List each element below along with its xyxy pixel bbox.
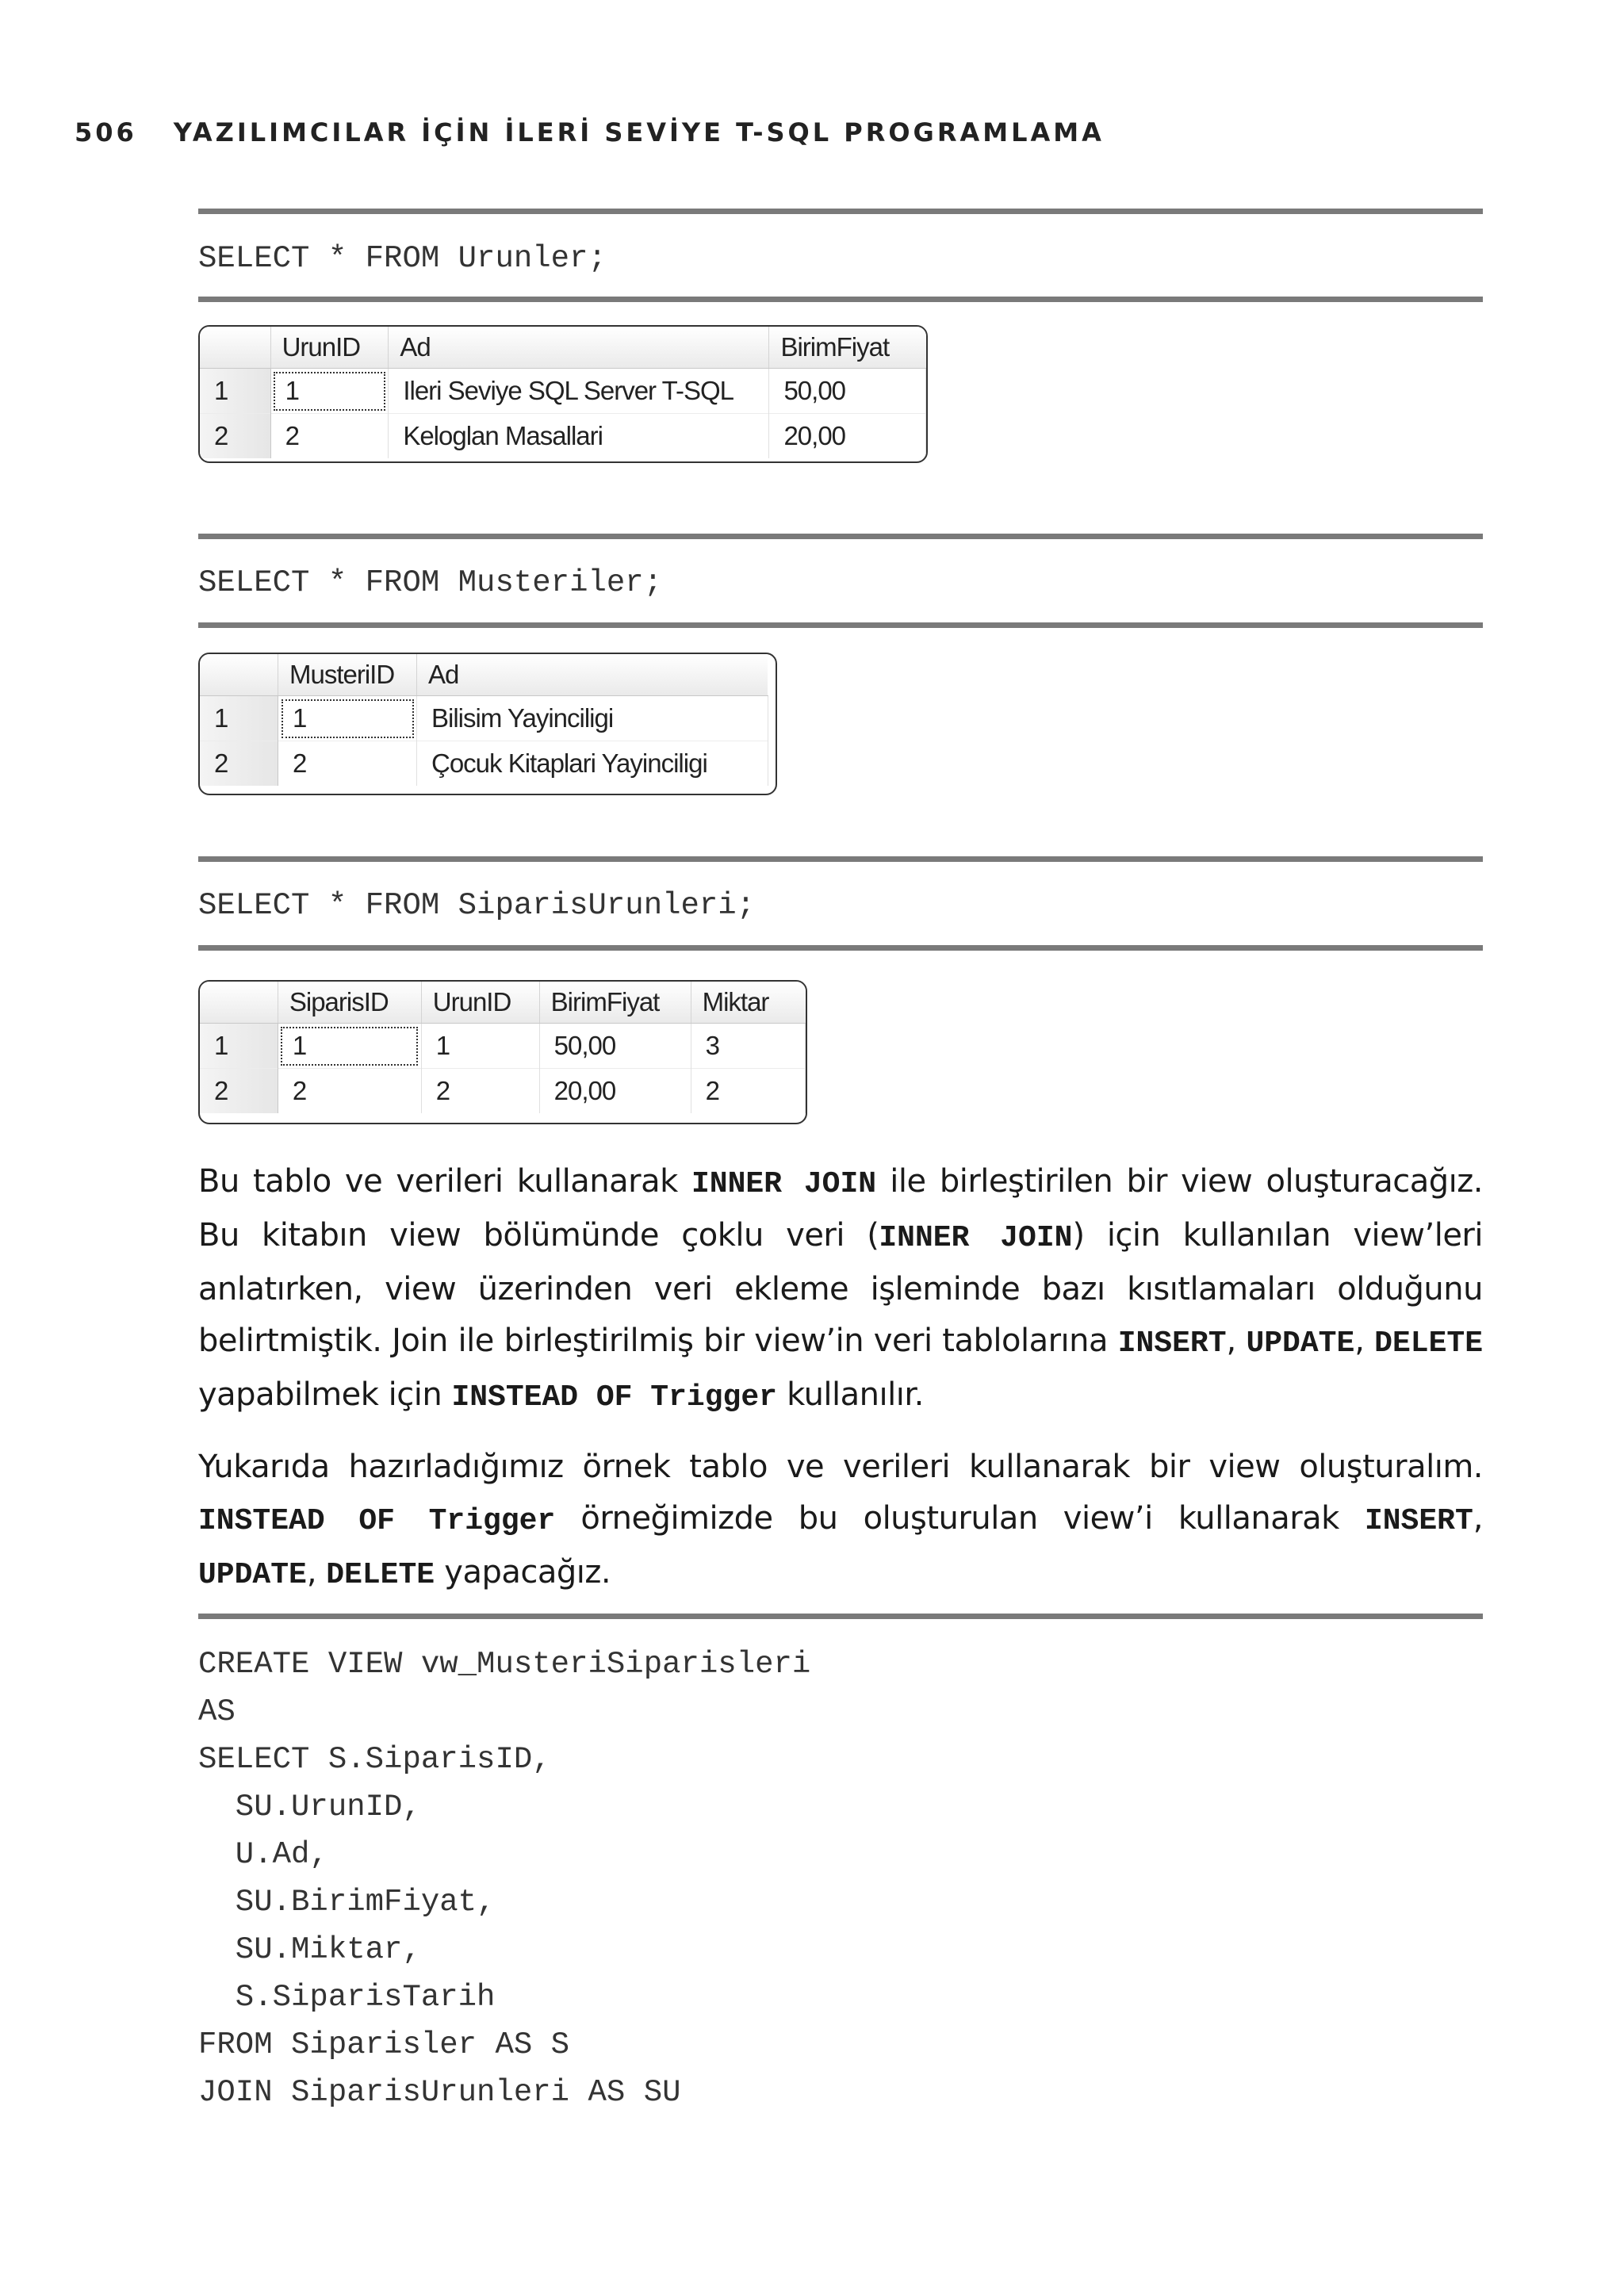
column-header-miktar[interactable]: Miktar [691, 982, 805, 1024]
table-row[interactable] [200, 414, 926, 459]
grid-cell[interactable]: Bilisim Yayinciligi [417, 696, 768, 741]
code-line: FROM Siparisler AS S [198, 2027, 570, 2062]
row-number[interactable]: 1 [200, 369, 270, 414]
code-line: CREATE VIEW vw_MusteriSiparisleri [198, 1647, 811, 1682]
page-number: 506 [75, 117, 137, 147]
rule-bottom-2 [198, 622, 1483, 628]
rule-top-3 [198, 856, 1483, 862]
column-header-urunid[interactable]: UrunID [421, 982, 539, 1024]
code-line: S.SiparisTarih [198, 1980, 496, 2015]
table-row[interactable] [200, 1024, 806, 1069]
column-header-urunid[interactable]: UrunID [270, 327, 389, 369]
results-grid-siparisurunleri [198, 980, 807, 1124]
table-row[interactable] [200, 369, 926, 414]
code-inline: INSTEAD OF Trigger [198, 1504, 556, 1538]
code-line: AS [198, 1694, 236, 1729]
grid-cell[interactable]: 50,00 [769, 369, 926, 414]
results-grid-urunler [198, 325, 928, 463]
rule-bottom-1 [198, 297, 1483, 302]
row-number[interactable]: 2 [200, 741, 278, 787]
rule-top-2 [198, 534, 1483, 539]
code-line: SELECT S.SiparisID, [198, 1742, 551, 1777]
paragraph-instead-of-trigger: Yukarıda hazırladığımız örnek tablo ve verileri kullanarak bir view oluşturalım. INSTEAD OF Trigger örneğimizde bu oluşturulan view’i kullanarak INSERT, UPDATE, DELETE yapacağız. [198, 1449, 1483, 1592]
grid-cell[interactable]: 20,00 [539, 1069, 691, 1114]
code-inline: INNER JOIN [879, 1221, 1073, 1255]
grid-header-row [200, 327, 926, 369]
rule-top-4 [198, 1614, 1483, 1619]
column-header-ad[interactable]: Ad [417, 654, 768, 696]
grid-cell[interactable]: 3 [691, 1024, 805, 1069]
code-inline: INSTEAD OF Trigger [451, 1380, 777, 1415]
query-siparisurunleri: SELECT * FROM SiparisUrunleri; [198, 888, 756, 923]
grid-header-row [200, 654, 768, 696]
column-header-birimfiyat[interactable]: BirimFiyat [539, 982, 691, 1024]
results-grid-musteriler [198, 653, 777, 795]
grid-cell[interactable]: 2 [270, 414, 389, 459]
grid-cell[interactable]: 50,00 [539, 1024, 691, 1069]
grid-cell[interactable]: 2 [278, 1069, 421, 1114]
column-header-musteriid[interactable]: MusteriID [278, 654, 417, 696]
running-header [75, 117, 1105, 147]
code-inline: DELETE [326, 1558, 435, 1592]
code-inline: INNER JOIN [691, 1167, 877, 1201]
code-inline: INSERT [1117, 1326, 1227, 1361]
grid-cell[interactable]: 2 [278, 741, 417, 787]
grid-cell[interactable]: Keloglan Masallari [389, 414, 769, 459]
grid-cell-selected[interactable]: 1 [270, 369, 389, 414]
column-header-birimfiyat[interactable]: BirimFiyat [769, 327, 926, 369]
code-inline: INSERT [1364, 1504, 1473, 1538]
grid-cell-selected[interactable]: 1 [278, 1024, 421, 1069]
row-number-header [200, 654, 278, 696]
row-number[interactable]: 1 [200, 1024, 278, 1069]
grid-cell[interactable]: Ileri Seviye SQL Server T-SQL [389, 369, 769, 414]
row-number-header [200, 327, 270, 369]
rule-bottom-3 [198, 945, 1483, 951]
paragraph-join-view: Bu tablo ve verileri kullanarak INNER JOIN ile birleştirilen bir view oluşturacağız. Bu kitabın view bölümünde çoklu veri (INNER JOIN) için kullanılan view’leri anlatırken, view üzerinden veri ekleme işleminde bazı kısıtlamaları olduğunu belirtmiştik. Join ile birleştirilmiş bir view’in veri tablolarına INSERT, UPDATE, DELETE yapabilmek için INSTEAD OF Trigger kullanılır. [198, 1163, 1483, 1415]
query-urunler: SELECT * FROM Urunler; [198, 241, 607, 276]
code-line: SU.Miktar, [198, 1932, 421, 1967]
row-number[interactable]: 1 [200, 696, 278, 741]
row-number[interactable]: 2 [200, 1069, 278, 1114]
code-line: SU.UrunID, [198, 1790, 421, 1824]
grid-cell[interactable]: 2 [421, 1069, 539, 1114]
code-line: U.Ad, [198, 1837, 328, 1872]
grid-cell[interactable]: 20,00 [769, 414, 926, 459]
code-inline: UPDATE [198, 1558, 307, 1592]
grid-cell[interactable]: 2 [691, 1069, 805, 1114]
grid-header-row [200, 982, 806, 1024]
table-row[interactable] [200, 696, 768, 741]
code-inline: DELETE [1374, 1326, 1483, 1361]
table-row[interactable] [200, 741, 768, 787]
code-inline: UPDATE [1246, 1326, 1355, 1361]
grid-cell[interactable]: 1 [421, 1024, 539, 1069]
rule-top-1 [198, 209, 1483, 214]
code-line: SU.BirimFiyat, [198, 1885, 496, 1920]
grid-cell-selected[interactable]: 1 [278, 696, 417, 741]
query-musteriler: SELECT * FROM Musteriler; [198, 565, 663, 600]
table-row[interactable] [200, 1069, 806, 1114]
row-number-header [200, 982, 278, 1024]
grid-cell[interactable]: Çocuk Kitaplari Yayinciligi [417, 741, 768, 787]
column-header-ad[interactable]: Ad [389, 327, 769, 369]
book-title: YAZILIMCILAR İÇİN İLERİ SEVİYE T-SQL PROGRAMLAMA [173, 117, 1105, 147]
column-header-siparisid[interactable]: SiparisID [278, 982, 421, 1024]
code-line: JOIN SiparisUrunleri AS SU [198, 2075, 681, 2110]
row-number[interactable]: 2 [200, 414, 270, 459]
